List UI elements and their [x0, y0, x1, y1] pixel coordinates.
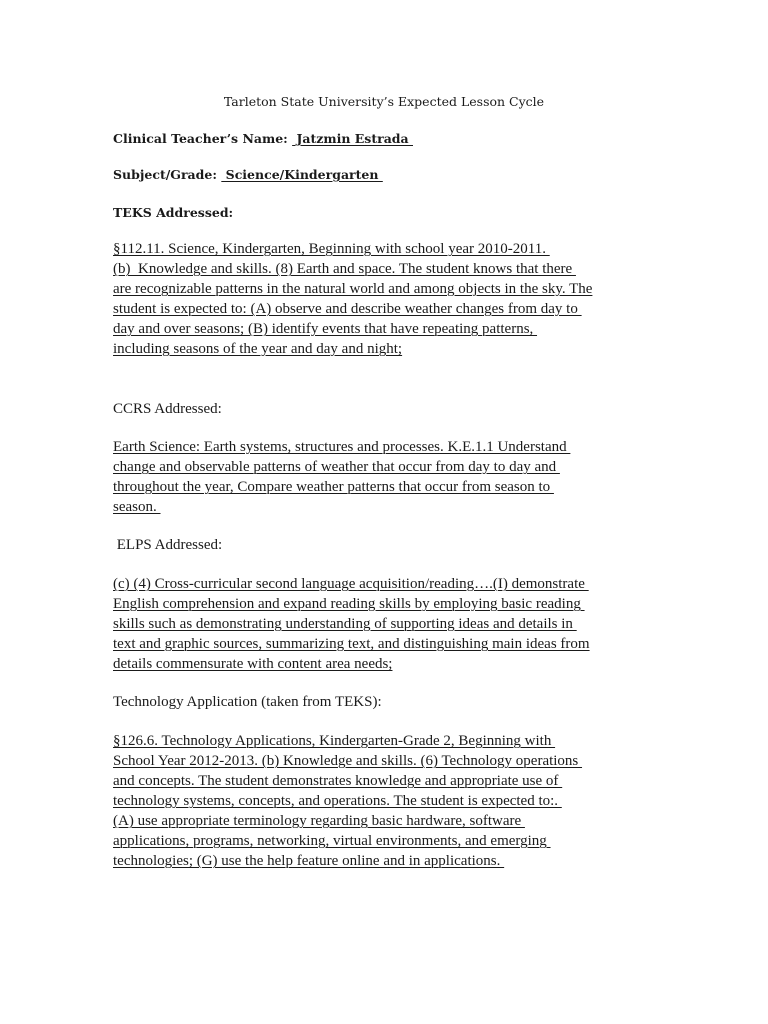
teks-line: (b) Knowledge and skills. (8) Earth and space. The student knows that there — [113, 261, 576, 277]
teks-line: student is expected to: (A) observe and describe weather changes from day to — [113, 301, 582, 317]
teks-line: including seasons of the year and day and night; — [113, 341, 403, 357]
teks-line: day and over seasons; (B) identify events that have repeating patterns, — [113, 321, 538, 337]
elps-line: (c) (4) Cross-curricular second language acquisition/reading….(I) demonstrate — [113, 576, 589, 592]
technology-heading: Technology Application (taken from TEKS): — [113, 694, 382, 710]
ccrs-line: throughout the year, Compare weather patterns that occur from season to — [113, 479, 554, 495]
elps-heading: ELPS Addressed: — [113, 537, 223, 553]
ccrs-line: Earth Science: Earth systems, structures and processes. K.E.1.1 Understand — [113, 439, 571, 455]
teacher-name-value: Jatzmin Estrada — [292, 131, 413, 146]
elps-line: English comprehension and expand reading skills by employing basic reading — [113, 596, 585, 612]
subject-grade-value: Science/Kindergarten — [221, 167, 383, 182]
teks-heading: TEKS Addressed: — [113, 205, 234, 220]
ccrs-line: season. — [113, 499, 161, 515]
technology-line: applications, programs, networking, virtual environments, and emerging — [113, 833, 551, 849]
elps-line: skills such as demonstrating understanding of supporting ideas and details in — [113, 616, 577, 632]
teacher-name-label: Clinical Teacher’s Name: — [113, 131, 293, 146]
technology-line: (A) use appropriate terminology regarding basic hardware, software — [113, 813, 525, 829]
subject-grade-row — [113, 166, 383, 184]
teacher-name-row — [113, 130, 413, 148]
teks-line: are recognizable patterns in the natural world and among objects in the sky. The — [113, 281, 593, 297]
technology-line: §126.6. Technology Applications, Kindergarten-Grade 2, Beginning with — [113, 733, 556, 749]
elps-line: details commensurate with content area needs; — [113, 656, 393, 672]
technology-line: and concepts. The student demonstrates knowledge and appropriate use of — [113, 773, 563, 789]
technology-line: technology systems, concepts, and operations. The student is expected to:. — [113, 793, 562, 809]
teks-body — [113, 239, 673, 359]
technology-body — [113, 731, 673, 871]
document-title: Tarleton State University’s Expected Lesson Cycle — [223, 94, 545, 109]
ccrs-line: change and observable patterns of weather that occur from day to day and — [113, 459, 560, 475]
ccrs-heading: CCRS Addressed: — [113, 401, 222, 417]
ccrs-body — [113, 437, 673, 517]
technology-line: technologies; (G) use the help feature online and in applications. — [113, 853, 505, 869]
elps-body — [113, 574, 673, 674]
elps-line: text and graphic sources, summarizing text, and distinguishing main ideas from — [113, 636, 590, 652]
teks-line: §112.11. Science, Kindergarten, Beginning with school year 2010-2011. — [113, 241, 550, 257]
subject-grade-label: Subject/Grade: — [113, 167, 222, 182]
technology-line: School Year 2012-2013. (b) Knowledge and skills. (6) Technology operations — [113, 753, 583, 769]
